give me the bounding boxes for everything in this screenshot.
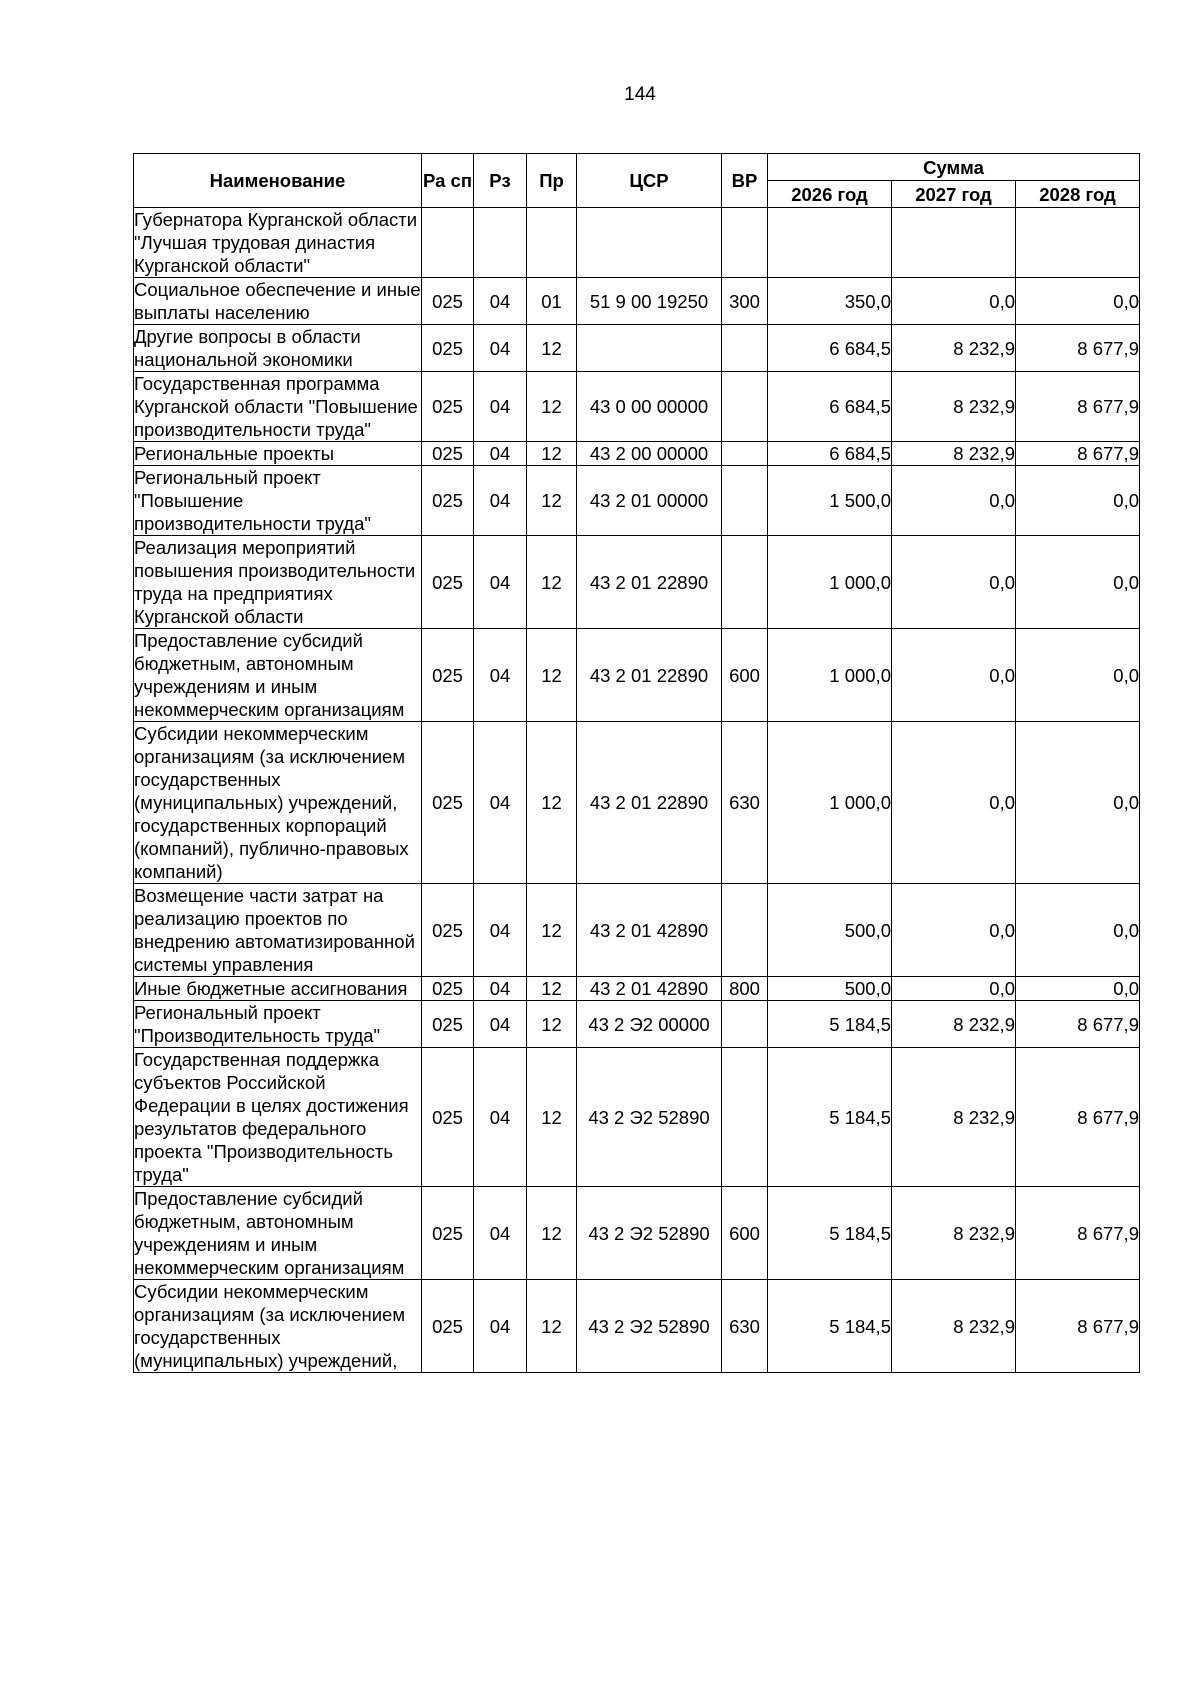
table-row <box>134 372 1140 442</box>
header-rz: Рз <box>474 154 527 208</box>
cell-vr <box>722 208 768 278</box>
cell-name: Региональный проект "Повышение производительности труда" <box>134 466 422 536</box>
budget-table <box>133 153 1140 1373</box>
cell-2027: 8 232,9 <box>892 1187 1016 1280</box>
cell-2028: 0,0 <box>1016 884 1140 977</box>
cell-csr <box>577 208 722 278</box>
table-row <box>134 884 1140 977</box>
cell-rasp: 025 <box>422 1187 474 1280</box>
cell-pr: 12 <box>527 536 577 629</box>
cell-pr: 12 <box>527 884 577 977</box>
cell-rz: 04 <box>474 372 527 442</box>
cell-csr <box>577 325 722 372</box>
cell-2028: 8 677,9 <box>1016 1280 1140 1373</box>
cell-name: Другие вопросы в области национальной экономики <box>134 325 422 372</box>
cell-rz: 04 <box>474 1187 527 1280</box>
cell-name: Социальное обеспечение и иные выплаты населению <box>134 279 421 323</box>
cell-rasp: 025 <box>422 1001 474 1048</box>
cell-name: Губернатора Курганской области "Лучшая трудовая династия Курганской области" <box>134 208 422 278</box>
cell-csr: 43 0 00 00000 <box>577 372 722 442</box>
table-row <box>134 1048 1140 1187</box>
cell-pr: 12 <box>527 1280 577 1373</box>
cell-2027 <box>892 208 1016 278</box>
table-row <box>134 977 1140 1001</box>
cell-rz: 04 <box>474 278 527 325</box>
cell-2026: 350,0 <box>768 278 892 325</box>
cell-pr: 12 <box>527 372 577 442</box>
cell-pr: 12 <box>527 1187 577 1280</box>
header-year-2028: 2028 год <box>1016 181 1140 208</box>
cell-rz: 04 <box>474 442 527 466</box>
cell-2026: 1 500,0 <box>768 466 892 536</box>
cell-pr: 12 <box>527 722 577 884</box>
table-row <box>134 278 1140 325</box>
cell-vr: 600 <box>722 1187 768 1280</box>
cell-name: Государственная программа Курганской области "Повышение производительности труда" <box>134 372 422 442</box>
cell-vr <box>722 1048 768 1187</box>
cell-rasp: 025 <box>422 466 474 536</box>
cell-vr: 800 <box>722 977 768 1001</box>
cell-2028: 8 677,9 <box>1016 372 1140 442</box>
cell-rasp: 025 <box>422 722 474 884</box>
cell-name: Субсидии некоммерческим организациям (за исключением государственных (муниципальных) учреждений, <box>134 1280 422 1373</box>
cell-2027: 0,0 <box>892 977 1016 1001</box>
cell-rasp: 025 <box>422 977 474 1001</box>
cell-2027: 0,0 <box>892 722 1016 884</box>
cell-vr: 630 <box>722 722 768 884</box>
cell-csr: 43 2 Э2 00000 <box>577 1001 722 1048</box>
cell-vr <box>722 325 768 372</box>
cell-rz: 04 <box>474 466 527 536</box>
table-row <box>134 1280 1140 1373</box>
cell-csr: 43 2 Э2 52890 <box>577 1187 722 1280</box>
table-row <box>134 325 1140 372</box>
cell-pr: 12 <box>527 442 577 466</box>
cell-2028: 0,0 <box>1016 722 1140 884</box>
cell-2026: 5 184,5 <box>768 1280 892 1373</box>
cell-vr <box>722 1001 768 1048</box>
cell-pr: 12 <box>527 325 577 372</box>
cell-csr: 43 2 Э2 52890 <box>577 1048 722 1187</box>
cell-rasp: 025 <box>422 1280 474 1373</box>
cell-2027: 8 232,9 <box>892 372 1016 442</box>
cell-rz: 04 <box>474 1001 527 1048</box>
cell-2026: 1 000,0 <box>768 629 892 722</box>
header-name: Наименование <box>134 154 422 208</box>
header-year-2026: 2026 год <box>768 181 892 208</box>
cell-vr: 630 <box>722 1280 768 1373</box>
cell-pr: 12 <box>527 629 577 722</box>
cell-2027: 0,0 <box>892 536 1016 629</box>
cell-2027: 8 232,9 <box>892 1001 1016 1048</box>
cell-csr: 43 2 01 22890 <box>577 536 722 629</box>
cell-rasp: 025 <box>422 278 474 325</box>
cell-csr: 43 2 01 22890 <box>577 722 722 884</box>
table-row <box>134 629 1140 722</box>
cell-2027: 8 232,9 <box>892 1280 1016 1373</box>
cell-name: Государственная поддержка субъектов Российской Федерации в целях достижения результатов федерального проекта "Производительность труда" <box>134 1048 422 1187</box>
header-vr: ВР <box>722 154 768 208</box>
cell-2026: 5 184,5 <box>768 1187 892 1280</box>
cell-2027: 8 232,9 <box>892 325 1016 372</box>
header-csr: ЦСР <box>577 154 722 208</box>
cell-2026: 6 684,5 <box>768 372 892 442</box>
cell-pr: 01 <box>527 278 577 325</box>
cell-name: Региональные проекты <box>134 442 422 466</box>
cell-2028: 0,0 <box>1016 536 1140 629</box>
cell-name: Реализация мероприятий повышения производительности труда на предприятиях Курганской области <box>134 536 422 629</box>
cell-rz: 04 <box>474 629 527 722</box>
cell-2028: 8 677,9 <box>1016 1001 1140 1048</box>
cell-2027: 0,0 <box>892 466 1016 536</box>
cell-name: Возмещение части затрат на реализацию проектов по внедрению автоматизированной системы управления <box>134 884 422 977</box>
cell-rasp <box>422 208 474 278</box>
cell-name: Предоставление субсидий бюджетным, автономным учреждениям и иным некоммерческим организациям <box>134 1187 422 1280</box>
cell-2027: 8 232,9 <box>892 442 1016 466</box>
cell-vr <box>722 372 768 442</box>
cell-rasp: 025 <box>422 325 474 372</box>
header-sum: Сумма <box>768 154 1140 181</box>
header-rasp: Ра сп <box>422 154 474 208</box>
cell-2027: 0,0 <box>892 278 1016 325</box>
cell-rz <box>474 208 527 278</box>
cell-2028: 8 677,9 <box>1016 1048 1140 1187</box>
cell-rz: 04 <box>474 884 527 977</box>
cell-rz: 04 <box>474 1280 527 1373</box>
cell-pr <box>527 208 577 278</box>
cell-csr: 43 2 01 42890 <box>577 977 722 1001</box>
cell-2028 <box>1016 208 1140 278</box>
cell-2026 <box>768 208 892 278</box>
cell-2026: 500,0 <box>768 884 892 977</box>
cell-rz: 04 <box>474 325 527 372</box>
cell-rasp: 025 <box>422 629 474 722</box>
cell-name: Региональный проект "Производительность труда" <box>134 1001 422 1048</box>
cell-2028: 8 677,9 <box>1016 325 1140 372</box>
table-row <box>134 1187 1140 1280</box>
cell-rasp: 025 <box>422 884 474 977</box>
cell-2026: 1 000,0 <box>768 722 892 884</box>
table-body <box>134 208 1140 1373</box>
cell-rasp: 025 <box>422 442 474 466</box>
cell-rz: 04 <box>474 1048 527 1187</box>
cell-rasp: 025 <box>422 372 474 442</box>
cell-pr: 12 <box>527 977 577 1001</box>
cell-name: Иные бюджетные ассигнования <box>134 977 422 1001</box>
cell-csr: 43 2 01 22890 <box>577 629 722 722</box>
cell-2027: 0,0 <box>892 629 1016 722</box>
cell-vr <box>722 884 768 977</box>
table-row <box>134 722 1140 884</box>
cell-2027: 0,0 <box>892 884 1016 977</box>
header-row-top <box>134 154 1140 181</box>
cell-2026: 1 000,0 <box>768 536 892 629</box>
cell-2028: 8 677,9 <box>1016 442 1140 466</box>
cell-2026: 5 184,5 <box>768 1048 892 1187</box>
cell-name: Предоставление субсидий бюджетным, автономным учреждениям и иным некоммерческим организациям <box>134 629 422 722</box>
cell-vr <box>722 536 768 629</box>
cell-pr: 12 <box>527 466 577 536</box>
cell-2027: 8 232,9 <box>892 1048 1016 1187</box>
cell-2028: 8 677,9 <box>1016 1187 1140 1280</box>
cell-rz: 04 <box>474 977 527 1001</box>
cell-csr: 43 2 01 42890 <box>577 884 722 977</box>
cell-csr: 43 2 01 00000 <box>577 466 722 536</box>
cell-rz: 04 <box>474 536 527 629</box>
cell-2026: 6 684,5 <box>768 442 892 466</box>
cell-csr: 51 9 00 19250 <box>577 278 722 325</box>
cell-rz: 04 <box>474 722 527 884</box>
cell-2028: 0,0 <box>1016 629 1140 722</box>
table-row <box>134 466 1140 536</box>
cell-pr: 12 <box>527 1001 577 1048</box>
table-row <box>134 536 1140 629</box>
cell-2028: 0,0 <box>1016 278 1140 325</box>
cell-rasp: 025 <box>422 1048 474 1187</box>
cell-2026: 5 184,5 <box>768 1001 892 1048</box>
cell-2026: 6 684,5 <box>768 325 892 372</box>
cell-2028: 0,0 <box>1016 466 1140 536</box>
cell-vr: 600 <box>722 629 768 722</box>
header-year-2027: 2027 год <box>892 181 1016 208</box>
table-row <box>134 442 1140 466</box>
cell-rasp: 025 <box>422 536 474 629</box>
table-row <box>134 208 1140 278</box>
cell-vr: 300 <box>722 278 768 325</box>
cell-2028: 0,0 <box>1016 977 1140 1001</box>
cell-csr: 43 2 00 00000 <box>577 442 722 466</box>
cell-pr: 12 <box>527 1048 577 1187</box>
cell-vr <box>722 466 768 536</box>
cell-name: Субсидии некоммерческим организациям (за исключением государственных (муниципальных) учреждений, государственных корпораций (компаний), публично-правовых компаний) <box>134 722 422 884</box>
page-number: 144 <box>624 84 656 105</box>
cell-vr <box>722 442 768 466</box>
header-pr: Пр <box>527 154 577 208</box>
cell-2026: 500,0 <box>768 977 892 1001</box>
cell-csr: 43 2 Э2 52890 <box>577 1280 722 1373</box>
table-row <box>134 1001 1140 1048</box>
